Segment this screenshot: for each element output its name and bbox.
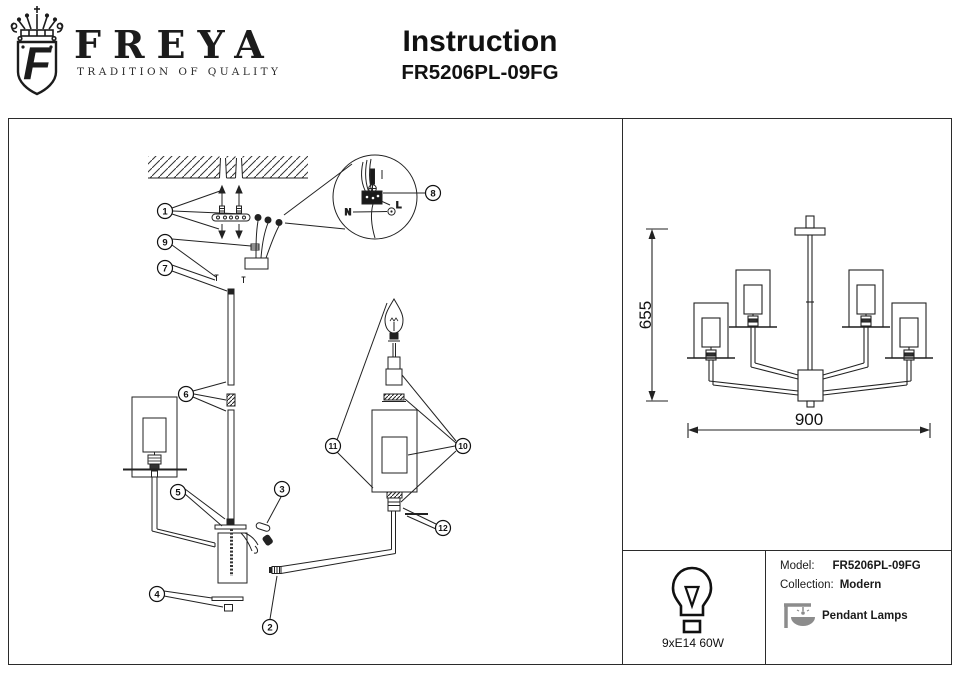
svg-text:6: 6 [183, 389, 189, 401]
svg-text:3: 3 [279, 484, 285, 496]
mounting-bracket [212, 186, 250, 238]
callout-2 [263, 620, 278, 635]
collection-value: Modern [839, 579, 882, 591]
callout-5 [171, 485, 186, 500]
height-value: 655 [636, 300, 655, 330]
model-label: Model: [780, 560, 815, 572]
page-model: FR5206PL-09FG [401, 61, 559, 84]
leader-lines [164, 191, 456, 619]
svg-text:10: 10 [458, 441, 468, 452]
collection-row [780, 579, 881, 591]
left-shade-assembly [123, 397, 215, 547]
callout-12 [436, 521, 451, 536]
callouts [150, 186, 471, 635]
lamp-detail [372, 299, 428, 514]
collection-label: Collection: [780, 579, 834, 591]
ceiling-hatch [148, 154, 308, 178]
height-dimension [636, 229, 668, 401]
bottom-plate [212, 597, 243, 611]
model-row [780, 560, 921, 572]
page-title: Instruction [402, 25, 558, 58]
model-value: FR5206PL-09FG [832, 560, 921, 572]
svg-text:11: 11 [328, 441, 338, 452]
pendant-lamp-icon [784, 604, 815, 629]
svg-text:4: 4 [154, 589, 160, 601]
callout-11 [326, 439, 341, 454]
category-label: Pendant Lamps [822, 610, 908, 622]
svg-text:9: 9 [162, 237, 168, 249]
svg-text:5: 5 [175, 487, 181, 499]
callout-7 [158, 261, 173, 276]
bulb-spec: 9xE14 60W [661, 636, 725, 650]
brand-tagline: TRADITION OF QUALITY [77, 66, 282, 78]
callout-4 [150, 587, 165, 602]
callout-10 [456, 439, 471, 454]
width-value: 900 [794, 410, 824, 429]
svg-text:2: 2 [267, 622, 273, 634]
width-dimension [688, 410, 930, 438]
side-arm [270, 511, 396, 574]
callout-3 [275, 482, 290, 497]
bulb-icon [673, 568, 711, 632]
canopy-and-wires [215, 164, 353, 283]
wire-label-l: L [396, 200, 402, 210]
hanging-rod [215, 289, 246, 529]
svg-text:1: 1 [162, 206, 168, 218]
chandelier-dimension-drawing [636, 216, 933, 438]
svg-text:12: 12 [438, 523, 448, 534]
callout-8 [426, 186, 441, 201]
callout-9 [158, 235, 173, 250]
logo-monogram: F [22, 37, 52, 89]
callout-6 [179, 387, 194, 402]
brand-name: FREYA [74, 22, 276, 67]
svg-text:8: 8 [430, 188, 436, 200]
wire-label-n: N [344, 207, 352, 217]
callout-1 [158, 204, 173, 219]
svg-text:7: 7 [162, 263, 168, 275]
central-body [218, 522, 273, 583]
